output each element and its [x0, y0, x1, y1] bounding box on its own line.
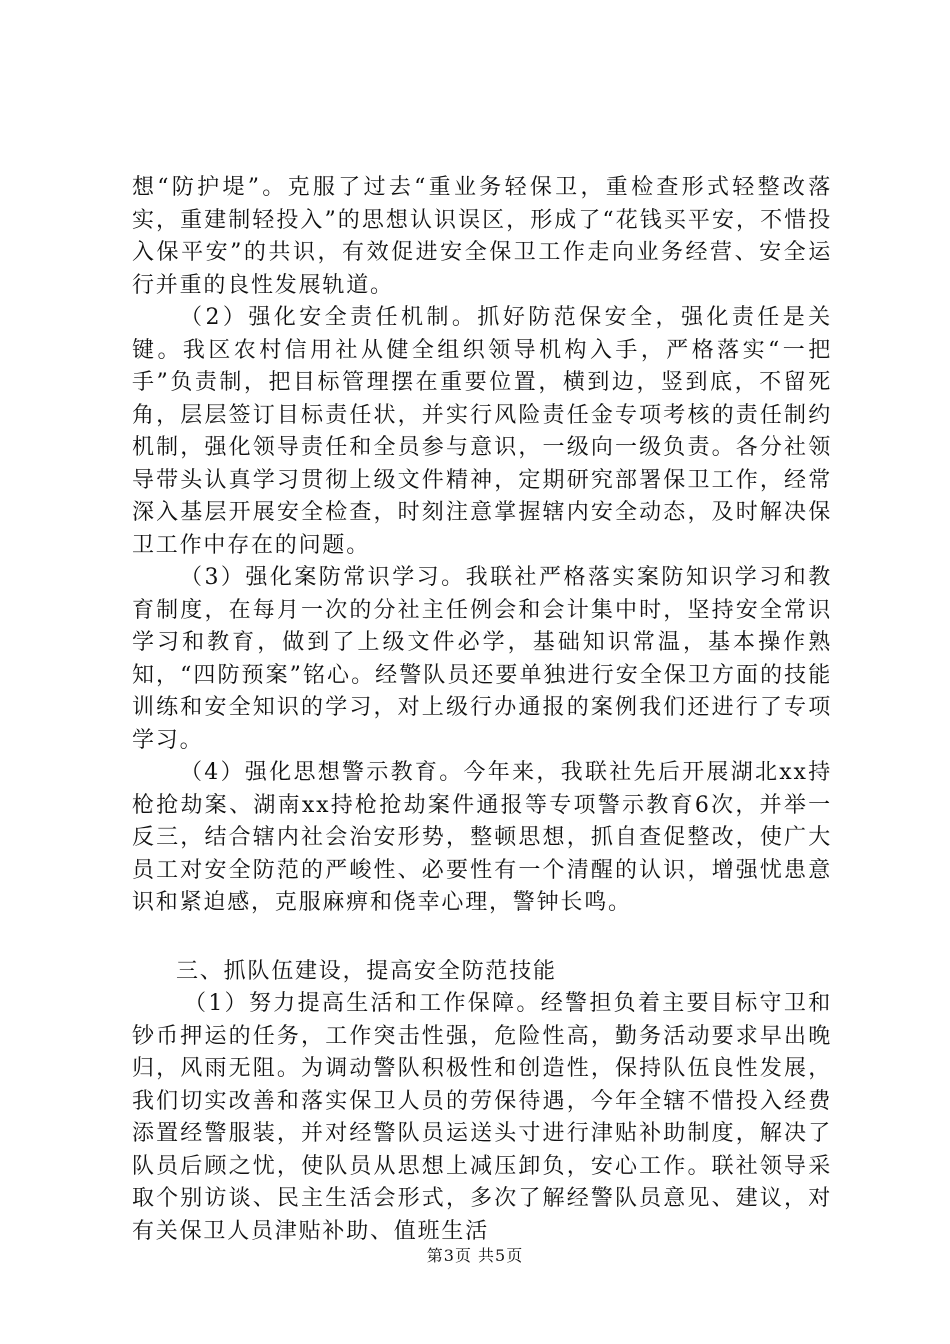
paragraph-continuation: 想“防护堤”。克服了过去“重业务轻保卫，重检查形式轻整改落实，重建制轻投入”的思想认识误区，形成了“花钱买平安，不惜投入保平安”的共识，有效促进安全保卫工作走向业务经营、安全运行并重的良性发展轨道。: [132, 175, 832, 298]
document-body: [132, 172, 832, 1248]
paragraph-responsibility-mechanism: （2）强化安全责任机制。抓好防范保安全，强化责任是关键。我区农村信用社从健全组织领导机构入手，严格落实“一把手”负责制，把目标管理摆在重要位置，横到边，竖到底，不留死角，层层签订目标责任状，并实行风险责任金专项考核的责任制约机制，强化领导责任和全员参与意识，一级向一级负责。各分社领导带头认真学习贯彻上级文件精神，定期研究部署保卫工作，经常深入基层开展安全检查，时刻注意掌握辖内安全动态，及时解决保卫工作中存在的问题。: [132, 305, 832, 558]
paragraph-living-work-support: （1）努力提高生活和工作保障。经警担负着主要目标守卫和钞币押运的任务，工作突击性强，危险性高，勤务活动要求早出晚归，风雨无阻。为调动警队积极性和创造性，保持队伍良性发展，我们切实改善和落实保卫人员的劳保待遇，今年全辖不惜投入经费添置经警服装，并对经警队员运送头寸进行津贴补助制度，解决了队员后顾之忧，使队员从思想上减压卸负，安心工作。联社领导采取个别访谈、民主生活会形式，多次了解经警队员意见、建议，对有关保卫人员津贴补助、值班生活: [132, 991, 832, 1244]
paragraph-warning-education: （4）强化思想警示教育。今年来，我联社先后开展湖北xx持枪抢劫案、湖南xx持枪抢劫案件通报等专项警示教育6次，并举一反三，结合辖内社会治安形势，整顿思想，抓自查促整改，使广大员工对安全防范的严峻性、必要性有一个清醒的认识，增强忧患意识和紧迫感，克服麻痹和侥幸心理，警钟长鸣。: [132, 760, 832, 915]
page-footer: 第3页 共5页: [426, 1246, 524, 1265]
section-spacer: [132, 920, 832, 956]
section-heading: 三、抓队伍建设，提高安全防范技能: [176, 958, 557, 984]
paragraph-case-prevention-study: （3）强化案防常识学习。我联社严格落实案防知识学习和教育制度，在每月一次的分社主任例会和会计集中时，坚持安全常识学习和教育，做到了上级文件必学，基础知识常温，基本操作熟知，“四防预案”铭心。经警队员还要单独进行安全保卫方面的技能训练和安全知识的学习，对上级行办通报的案例我们还进行了专项学习。: [132, 565, 832, 753]
